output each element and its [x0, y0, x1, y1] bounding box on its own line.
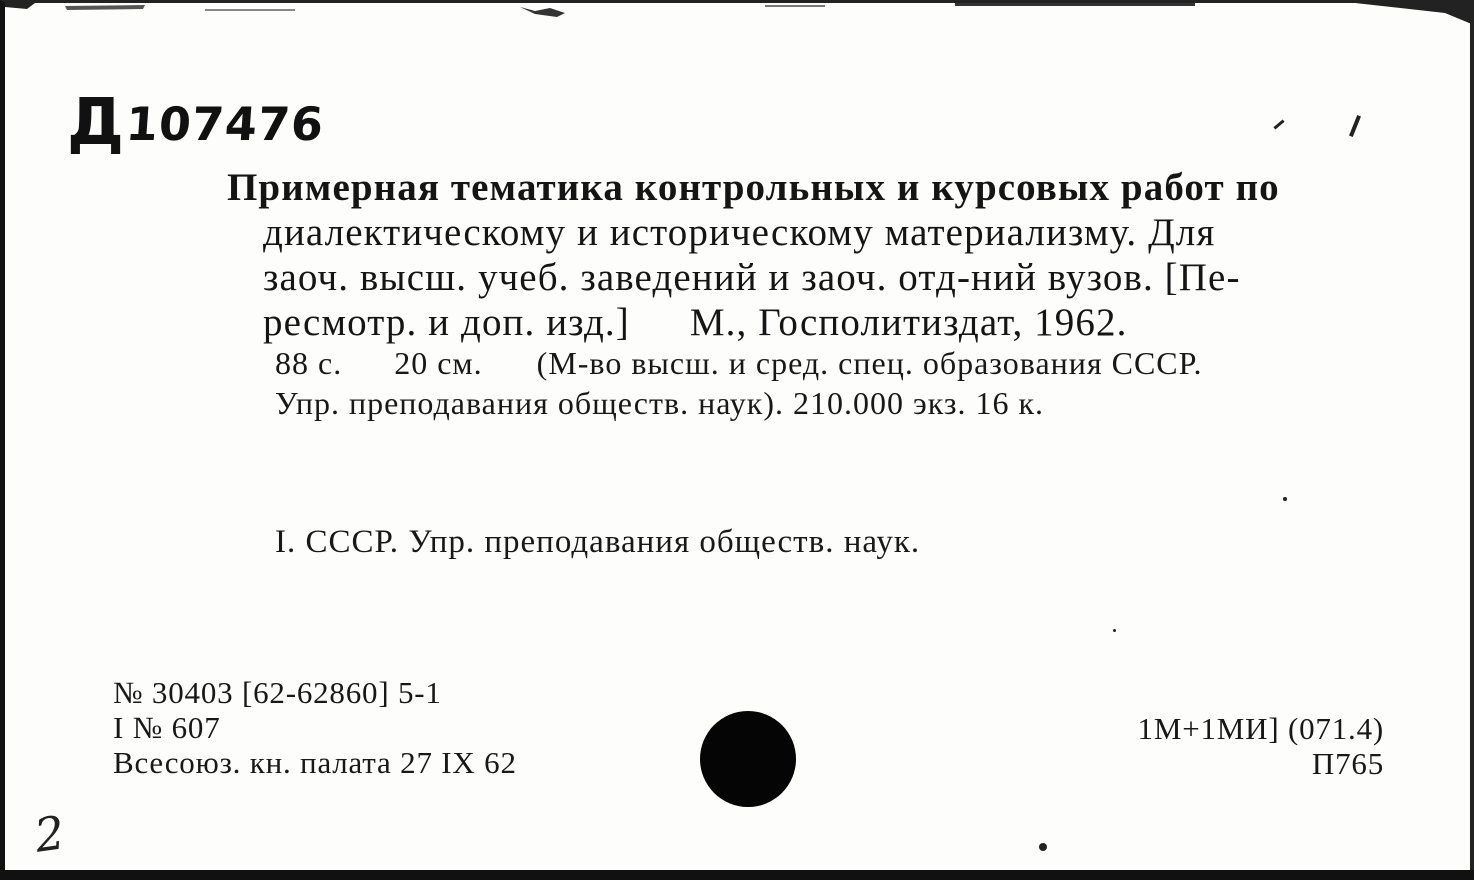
call-number-letter: Д: [67, 86, 122, 160]
added-entry-tracing: I. СССР. Упр. преподавания обществ. наук.: [275, 524, 921, 560]
card-edge-right: [1470, 3, 1474, 880]
stray-mark: [1349, 115, 1361, 137]
imprint: М., Госполитиздат, 1962.: [689, 301, 1128, 344]
edition-note: ресмотр. и доп. изд.]: [263, 301, 630, 344]
series-note-line2: Упр. преподавания обществ. наук). 210.000 экз. 16 к.: [275, 385, 1045, 421]
title-line: Примерная тематика контрольных и курсовых работ по: [227, 166, 1280, 209]
call-number-digits: 107476: [124, 97, 326, 151]
handwritten-mark: 2: [31, 805, 68, 863]
classification-info: [1138, 711, 1384, 781]
classification-index: 1М+1МИ] (071.4): [1137, 711, 1384, 746]
registry-card-number: I № 607: [113, 710, 221, 745]
title-line: диалектическому и историческому материализму. Для: [263, 211, 1216, 254]
stray-dot: [1113, 629, 1116, 632]
card-edge-bottom: [5, 870, 1474, 880]
collation-pages: 88 с.: [275, 345, 343, 381]
title-line-with-imprint: [227, 300, 1402, 345]
registry-number: № 30403 [62-62860] 5-1: [113, 675, 442, 710]
punch-hole: [700, 711, 796, 807]
registry-info: [113, 675, 517, 780]
bibliographic-title: [227, 165, 1402, 345]
stray-dot: [1039, 843, 1047, 851]
collation-line: [275, 343, 1405, 383]
collation-size: 20 см.: [394, 345, 483, 381]
title-line: заоч. высш. учеб. заведений и заоч. отд-ний вузов. [Пе-: [263, 256, 1241, 299]
stray-dot: [1283, 497, 1287, 501]
stray-mark: [1273, 119, 1284, 129]
call-number: [67, 86, 326, 160]
scan-specks: [5, 3, 1474, 33]
series-note-line1: (М-во высш. и сред. спец. образования СССР.: [536, 345, 1203, 381]
registry-chamber-date: Всесоюз. кн. палата 27 IX 62: [113, 745, 517, 780]
collation-block: [275, 343, 1405, 423]
classification-code: П765: [1311, 746, 1384, 781]
